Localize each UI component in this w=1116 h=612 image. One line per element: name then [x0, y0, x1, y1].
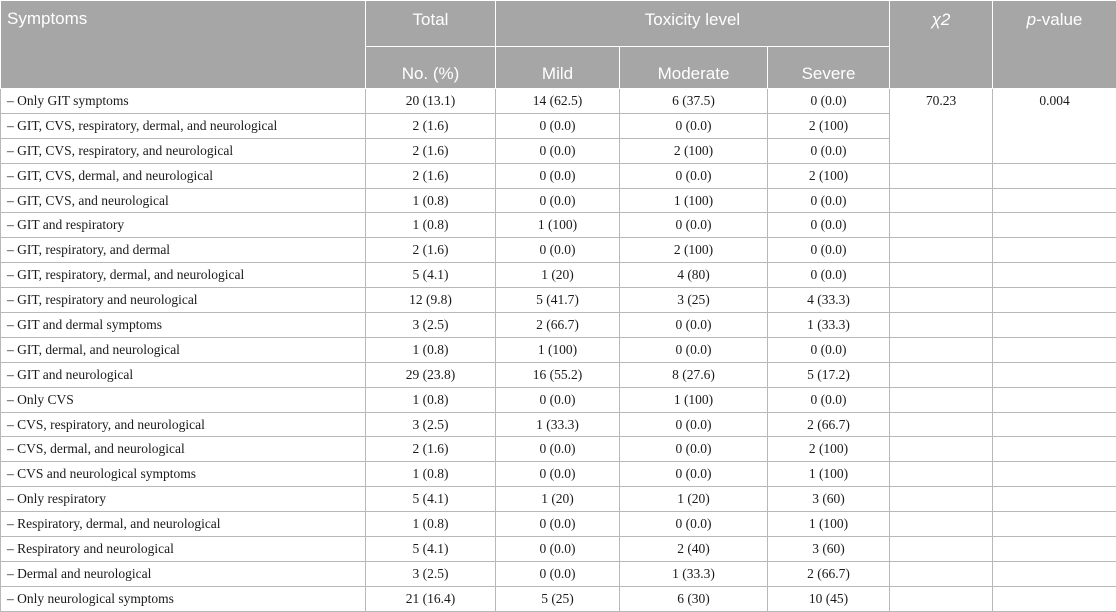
cell-total: 1 (0.8) [366, 337, 496, 362]
cell-total: 3 (2.5) [366, 412, 496, 437]
cell-moderate: 0 (0.0) [620, 313, 768, 338]
row-label: – Only neurological symptoms [1, 586, 366, 611]
header-no-pct: No. (%) [366, 47, 496, 89]
cell-total: 1 (0.8) [366, 387, 496, 412]
row-label: – GIT and dermal symptoms [1, 313, 366, 338]
table-row [1, 89, 1116, 114]
cell-total: 3 (2.5) [366, 561, 496, 586]
table-row [1, 163, 1116, 188]
cell-mild: 0 (0.0) [496, 437, 620, 462]
header-symptoms: Symptoms [1, 1, 366, 89]
cell-chi2-empty [890, 412, 993, 437]
cell-mild: 0 (0.0) [496, 113, 620, 138]
table-row [1, 512, 1116, 537]
header-pvalue-rest: -value [1036, 10, 1082, 29]
cell-severe: 1 (100) [768, 512, 890, 537]
row-label: – GIT, respiratory, dermal, and neurological [1, 263, 366, 288]
cell-total: 21 (16.4) [366, 586, 496, 611]
cell-pvalue-empty [993, 387, 1116, 412]
cell-moderate: 2 (100) [620, 238, 768, 263]
cell-mild: 1 (100) [496, 337, 620, 362]
cell-moderate: 2 (100) [620, 138, 768, 163]
cell-severe: 2 (100) [768, 163, 890, 188]
cell-total: 2 (1.6) [366, 113, 496, 138]
cell-pvalue: 0.004 [993, 89, 1116, 164]
cell-chi2-empty [890, 512, 993, 537]
row-label: – GIT, respiratory, and dermal [1, 238, 366, 263]
cell-total: 5 (4.1) [366, 537, 496, 562]
table-row [1, 462, 1116, 487]
cell-severe: 1 (33.3) [768, 313, 890, 338]
cell-total: 5 (4.1) [366, 487, 496, 512]
table-body [1, 89, 1116, 612]
cell-moderate: 1 (20) [620, 487, 768, 512]
cell-chi2-empty [890, 462, 993, 487]
cell-severe: 0 (0.0) [768, 387, 890, 412]
cell-chi2-empty [890, 213, 993, 238]
table-row [1, 561, 1116, 586]
cell-pvalue-empty [993, 288, 1116, 313]
cell-mild: 1 (33.3) [496, 412, 620, 437]
table-row [1, 412, 1116, 437]
table-row [1, 288, 1116, 313]
cell-pvalue-empty [993, 512, 1116, 537]
cell-total: 29 (23.8) [366, 362, 496, 387]
cell-severe: 10 (45) [768, 586, 890, 611]
table-row [1, 362, 1116, 387]
cell-severe: 3 (60) [768, 537, 890, 562]
cell-mild: 0 (0.0) [496, 462, 620, 487]
row-label: – GIT, CVS, dermal, and neurological [1, 163, 366, 188]
cell-total: 2 (1.6) [366, 238, 496, 263]
header-severe: Severe [768, 47, 890, 89]
row-label: – CVS, dermal, and neurological [1, 437, 366, 462]
cell-chi2-empty [890, 337, 993, 362]
cell-chi2-empty [890, 313, 993, 338]
table-row [1, 263, 1116, 288]
cell-total: 2 (1.6) [366, 437, 496, 462]
cell-mild: 0 (0.0) [496, 561, 620, 586]
cell-severe: 0 (0.0) [768, 138, 890, 163]
cell-moderate: 4 (80) [620, 263, 768, 288]
cell-total: 5 (4.1) [366, 263, 496, 288]
cell-severe: 0 (0.0) [768, 89, 890, 114]
cell-severe: 0 (0.0) [768, 263, 890, 288]
cell-chi2-empty [890, 487, 993, 512]
cell-total: 1 (0.8) [366, 462, 496, 487]
cell-mild: 2 (66.7) [496, 313, 620, 338]
cell-moderate: 8 (27.6) [620, 362, 768, 387]
row-label: – GIT, CVS, respiratory, dermal, and neurological [1, 113, 366, 138]
cell-moderate: 0 (0.0) [620, 512, 768, 537]
cell-moderate: 2 (40) [620, 537, 768, 562]
row-label: – Only respiratory [1, 487, 366, 512]
header-toxicity-level: Toxicity level [496, 1, 890, 47]
row-label: – Respiratory, dermal, and neurological [1, 512, 366, 537]
cell-moderate: 0 (0.0) [620, 337, 768, 362]
cell-chi2-empty [890, 561, 993, 586]
cell-severe: 4 (33.3) [768, 288, 890, 313]
row-label: – CVS, respiratory, and neurological [1, 412, 366, 437]
cell-chi2-empty [890, 288, 993, 313]
cell-pvalue-empty [993, 163, 1116, 188]
cell-moderate: 0 (0.0) [620, 113, 768, 138]
cell-severe: 0 (0.0) [768, 337, 890, 362]
cell-mild: 5 (41.7) [496, 288, 620, 313]
row-label: – Only GIT symptoms [1, 89, 366, 114]
cell-mild: 1 (20) [496, 263, 620, 288]
row-label: – GIT, CVS, and neurological [1, 188, 366, 213]
cell-total: 20 (13.1) [366, 89, 496, 114]
cell-chi2-value: 70.23 [890, 89, 993, 164]
cell-moderate: 1 (33.3) [620, 561, 768, 586]
cell-chi2-empty [890, 586, 993, 611]
cell-pvalue-empty [993, 263, 1116, 288]
table-row [1, 537, 1116, 562]
cell-severe: 2 (66.7) [768, 412, 890, 437]
cell-total: 12 (9.8) [366, 288, 496, 313]
cell-moderate: 1 (100) [620, 387, 768, 412]
table-row [1, 188, 1116, 213]
cell-moderate: 0 (0.0) [620, 163, 768, 188]
cell-pvalue-empty [993, 437, 1116, 462]
cell-chi2-empty [890, 188, 993, 213]
cell-total: 1 (0.8) [366, 512, 496, 537]
cell-severe: 0 (0.0) [768, 238, 890, 263]
cell-moderate: 6 (30) [620, 586, 768, 611]
row-label: – GIT and respiratory [1, 213, 366, 238]
cell-moderate: 0 (0.0) [620, 437, 768, 462]
cell-pvalue-empty [993, 188, 1116, 213]
table-header [1, 1, 1116, 89]
table-row [1, 387, 1116, 412]
cell-pvalue-empty [993, 362, 1116, 387]
cell-chi2-empty [890, 263, 993, 288]
cell-severe: 1 (100) [768, 462, 890, 487]
cell-mild: 0 (0.0) [496, 512, 620, 537]
cell-mild: 0 (0.0) [496, 163, 620, 188]
header-mild: Mild [496, 47, 620, 89]
cell-mild: 16 (55.2) [496, 362, 620, 387]
table-row [1, 238, 1116, 263]
cell-chi2-empty [890, 537, 993, 562]
cell-moderate: 6 (37.5) [620, 89, 768, 114]
header-pvalue [993, 1, 1116, 89]
row-label: – GIT and neurological [1, 362, 366, 387]
cell-moderate: 0 (0.0) [620, 462, 768, 487]
cell-pvalue-empty [993, 537, 1116, 562]
table-row [1, 313, 1116, 338]
cell-severe: 0 (0.0) [768, 213, 890, 238]
cell-chi2-empty [890, 163, 993, 188]
cell-moderate: 0 (0.0) [620, 213, 768, 238]
cell-mild: 0 (0.0) [496, 138, 620, 163]
cell-total: 1 (0.8) [366, 188, 496, 213]
cell-severe: 2 (100) [768, 437, 890, 462]
cell-mild: 14 (62.5) [496, 89, 620, 114]
cell-mild: 1 (100) [496, 213, 620, 238]
cell-pvalue-empty [993, 412, 1116, 437]
header-chi2-label: χ2 [932, 10, 951, 29]
cell-pvalue-empty [993, 213, 1116, 238]
row-label: – GIT, dermal, and neurological [1, 337, 366, 362]
table-row [1, 437, 1116, 462]
row-label: – CVS and neurological symptoms [1, 462, 366, 487]
table-row [1, 213, 1116, 238]
cell-total: 3 (2.5) [366, 313, 496, 338]
cell-total: 2 (1.6) [366, 138, 496, 163]
header-total: Total [366, 1, 496, 47]
cell-chi2-empty [890, 437, 993, 462]
row-label: – Respiratory and neurological [1, 537, 366, 562]
cell-total: 1 (0.8) [366, 213, 496, 238]
cell-pvalue-empty [993, 487, 1116, 512]
cell-severe: 2 (100) [768, 113, 890, 138]
cell-moderate: 1 (100) [620, 188, 768, 213]
table-row [1, 487, 1116, 512]
cell-mild: 0 (0.0) [496, 537, 620, 562]
cell-pvalue-empty [993, 462, 1116, 487]
cell-pvalue-empty [993, 561, 1116, 586]
cell-pvalue-empty [993, 337, 1116, 362]
row-label: – GIT, CVS, respiratory, and neurological [1, 138, 366, 163]
cell-chi2-empty [890, 387, 993, 412]
header-chi2 [890, 1, 993, 89]
table-row [1, 337, 1116, 362]
cell-mild: 0 (0.0) [496, 387, 620, 412]
cell-pvalue-empty [993, 238, 1116, 263]
row-label: – Dermal and neurological [1, 561, 366, 586]
header-moderate: Moderate [620, 47, 768, 89]
cell-pvalue-empty [993, 586, 1116, 611]
cell-total: 2 (1.6) [366, 163, 496, 188]
cell-mild: 0 (0.0) [496, 238, 620, 263]
cell-severe: 0 (0.0) [768, 188, 890, 213]
cell-chi2-empty [890, 238, 993, 263]
cell-severe: 2 (66.7) [768, 561, 890, 586]
cell-moderate: 3 (25) [620, 288, 768, 313]
cell-mild: 5 (25) [496, 586, 620, 611]
header-pvalue-italic: p [1027, 10, 1036, 29]
cell-chi2-empty [890, 362, 993, 387]
table-row [1, 586, 1116, 611]
row-label: – Only CVS [1, 387, 366, 412]
cell-mild: 0 (0.0) [496, 188, 620, 213]
cell-severe: 5 (17.2) [768, 362, 890, 387]
cell-mild: 1 (20) [496, 487, 620, 512]
cell-pvalue-empty [993, 313, 1116, 338]
row-label: – GIT, respiratory and neurological [1, 288, 366, 313]
cell-severe: 3 (60) [768, 487, 890, 512]
cell-moderate: 0 (0.0) [620, 412, 768, 437]
